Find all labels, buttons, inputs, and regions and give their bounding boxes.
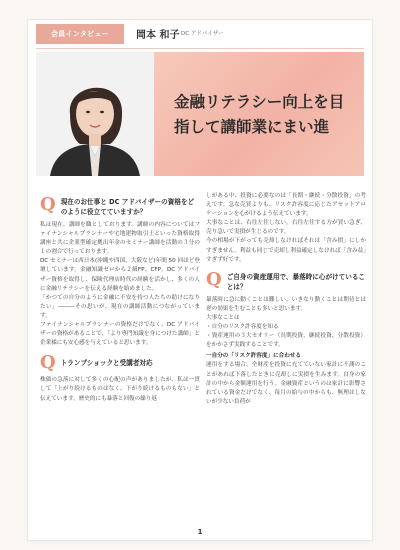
answer-3-list-item: ・自分のリスク許容度を知る (206, 324, 279, 331)
question-2 (40, 354, 200, 372)
answer-1-paragraph: DC セミナーは西日本(沖縄や四国、大阪など)年間 50 回ほど登壇しています。金融知識ゼロから２級FP、CFP、DC アドバイザー資格を取得し、保険代理店時代の経験を活かし、多くの人に金融リテラシーを伝える経験を始めました。 (40, 258, 200, 292)
answer-2-continued: 大事なことは、右往左往しない。右往左往する方が買い急ぎ、売り急いで実損が生じるのです。 (206, 220, 366, 236)
portrait-illustration (36, 52, 154, 176)
subheading-paragraph: 運用をする場合、全財産を投資に充てていない家計に不測のことがあれば下落したときに売却しに実損を生みます。自身の家計の中から金額運用を行う。金融資産というのは家計に影響されている資金だけでなく、毎月の給与の中からも、無理はしないが少ない負荷が (206, 362, 366, 405)
interviewee-name: 岡本 和子 (136, 30, 180, 41)
article-title: 金融リテラシー向上を目指して講師業にまい進 (174, 93, 345, 136)
subheading: 一自分の「リスク許容度」に合わせる (206, 353, 301, 360)
right-column (206, 192, 366, 407)
left-column (40, 196, 200, 404)
interviewee-role: DC アドバイザー (181, 31, 224, 37)
question-2-text: トランプショックと受講者対応 (60, 359, 153, 368)
answer-3-list-item: ・資産運用の３大セオリー（長期投資、継続投資、分散投資）をかかさず実践することです。 (206, 333, 366, 349)
answer-1-paragraph: 私は現在、講師を職としております。講師の内容についてはファイナンシャルプランナーや宅地建物取引士といった資格取得講座と共に企業型確定拠出年金のセミナー講師を活動の３分の１の割合で行っております。 (40, 222, 200, 256)
category-badge: 会員インタビュー (36, 24, 124, 44)
article-header (28, 20, 372, 48)
q-mark-icon: Q (40, 352, 56, 374)
question-3-text: ご自身の資産運用で、暴落時に心がけていることは？ (226, 272, 366, 291)
question-1 (40, 196, 200, 217)
page (28, 20, 372, 540)
q-mark-icon: Q (40, 194, 56, 215)
q-mark-icon: Q (206, 268, 222, 290)
header-divider (36, 48, 364, 49)
answer-1-paragraph: ファイナンシャルプランナーの資格だけでなく、DC アドバイザーの資格があることで、「より専門知識を身につけた講師」と企業様にも安心感を与えていると思います。 (40, 322, 200, 347)
answer-3-paragraph: 大事なことは (206, 314, 240, 321)
portrait-photo (36, 52, 154, 176)
answer-2-continued: 今の相場が下がっても売却しなければそれは「含み損」にしかすぎません。利益も同じで売却し利益確定しなければ「含み益」すぎず好です。 (206, 238, 366, 263)
answer-2-continued: しがある中、投資に必要なのは「長期・継続・分散投資」の考えです。急な売買よりも、リスク許容度に応じたアセットアロケーションを心がけるよう伝えています。 (206, 193, 366, 218)
question-1-text: 現在のお仕事と DC アドバイザーの資格をどのように役立てていますか？ (60, 198, 195, 216)
page-number: 1 (197, 528, 203, 536)
answer-3-paragraph: 暴落時に急に動くことは難しい、いきなり動くことは期待とは逆の効果を生むことも多いと思います。 (206, 296, 366, 312)
title-banner (154, 52, 364, 176)
answer-1-paragraph: 「かつての自分のように金融に不安を持つ人たちの助けになりたい」―――その思いが、現在の講師活動につながっています。 (40, 294, 200, 319)
question-3 (206, 268, 366, 292)
answer-2-paragraph: 株価の急落に対して多くの心配の声がありましたが、私は一貫して「上がり続けるものはなく、下がり続けるものもない」と伝えています。歴史的にも暴落と回復の繰り返 (40, 377, 200, 402)
